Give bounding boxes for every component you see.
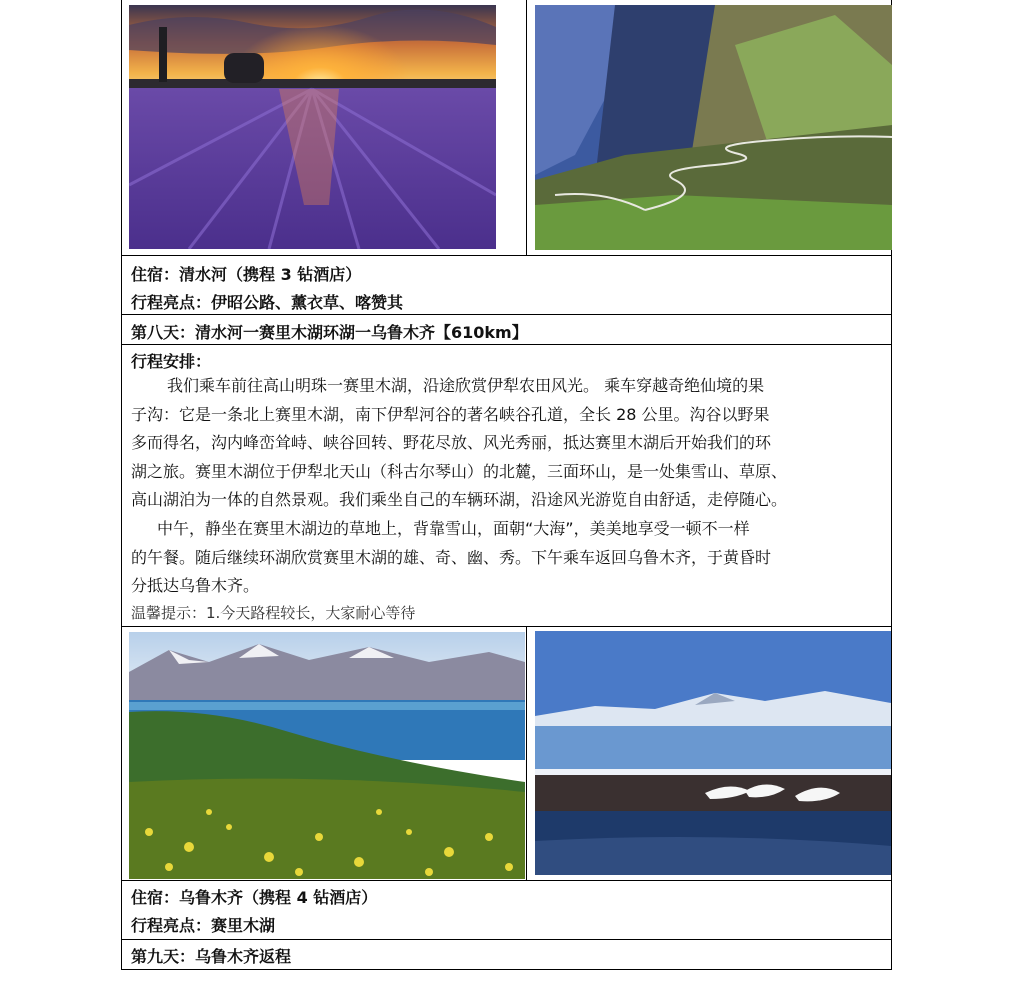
para1-line: 高山湖泊为一体的自然景观。我们乘坐自己的车辆环湖，沿途风光游览自由舒适，走停随心。 xyxy=(131,490,788,510)
photo-divider xyxy=(526,627,527,880)
highlights-text: 行程亮点：伊昭公路、薰衣草、喀赞其 xyxy=(131,293,404,312)
day9-title: 第九天：乌鲁木齐返程 xyxy=(131,947,292,966)
row-border xyxy=(122,314,891,315)
stay-text: 住宿：乌鲁木齐（携程 4 钻酒店） xyxy=(131,888,378,907)
para2-line: 的午餐。随后继续环湖欣赏赛里木湖的雄、奇、幽、秀。下午乘车返回乌鲁木齐，于黄昏时 xyxy=(131,547,772,567)
sayram-lake-flowers-photo xyxy=(129,632,525,879)
para2-line: 中午，静坐在赛里木湖边的草地上，背靠雪山，面朝“大海”，美美地享受一顿不一样 xyxy=(157,518,750,538)
schedule-label: 行程安排： xyxy=(131,352,212,371)
photo-divider xyxy=(526,0,527,255)
stay-text: 住宿：清水河（携程 3 钻酒店） xyxy=(131,265,362,284)
para1-line: 湖之旅。赛里木湖位于伊犁北天山（科古尔琴山）的北麓，三面环山，是一处集雪山、草原、 xyxy=(131,461,788,481)
para1-line: 多而得名，沟内峰峦耸峙、峡谷回转、野花尽放、风光秀丽，抵达赛里木湖后开始我们的环 xyxy=(131,433,772,453)
row-border xyxy=(122,939,891,940)
day8-description xyxy=(131,372,886,601)
bottom-photo-row xyxy=(122,627,891,880)
day8-title: 第八天：清水河一赛里木湖环湖一乌鲁木齐【610km】 xyxy=(131,323,528,342)
itinerary-table xyxy=(121,0,892,970)
travel-tip: 温馨提示：1.今天路程较长，大家耐心等待 xyxy=(131,604,416,622)
para1-line: 子沟：它是一条北上赛里木湖，南下伊犁河谷的著名峡谷孔道，全长 28 公里。沟谷以野果 xyxy=(131,404,770,424)
row-border xyxy=(122,344,891,345)
lake-swans-snow-mountain-photo xyxy=(535,631,891,875)
lavender-field-sunset-photo xyxy=(129,5,496,249)
highlights-text: 行程亮点：赛里木湖 xyxy=(131,916,276,935)
row-border xyxy=(122,969,891,970)
row-border xyxy=(122,880,891,881)
top-photo-row xyxy=(122,0,891,255)
para1-line: 我们乘车前往高山明珠一赛里木湖，沿途欣赏伊犁农田风光。 乘车穿越奇绝仙境的果 xyxy=(167,376,765,395)
para2-line: 分抵达乌鲁木齐。 xyxy=(131,576,260,596)
row-border xyxy=(122,255,891,256)
mountain-winding-road-photo xyxy=(535,5,892,250)
